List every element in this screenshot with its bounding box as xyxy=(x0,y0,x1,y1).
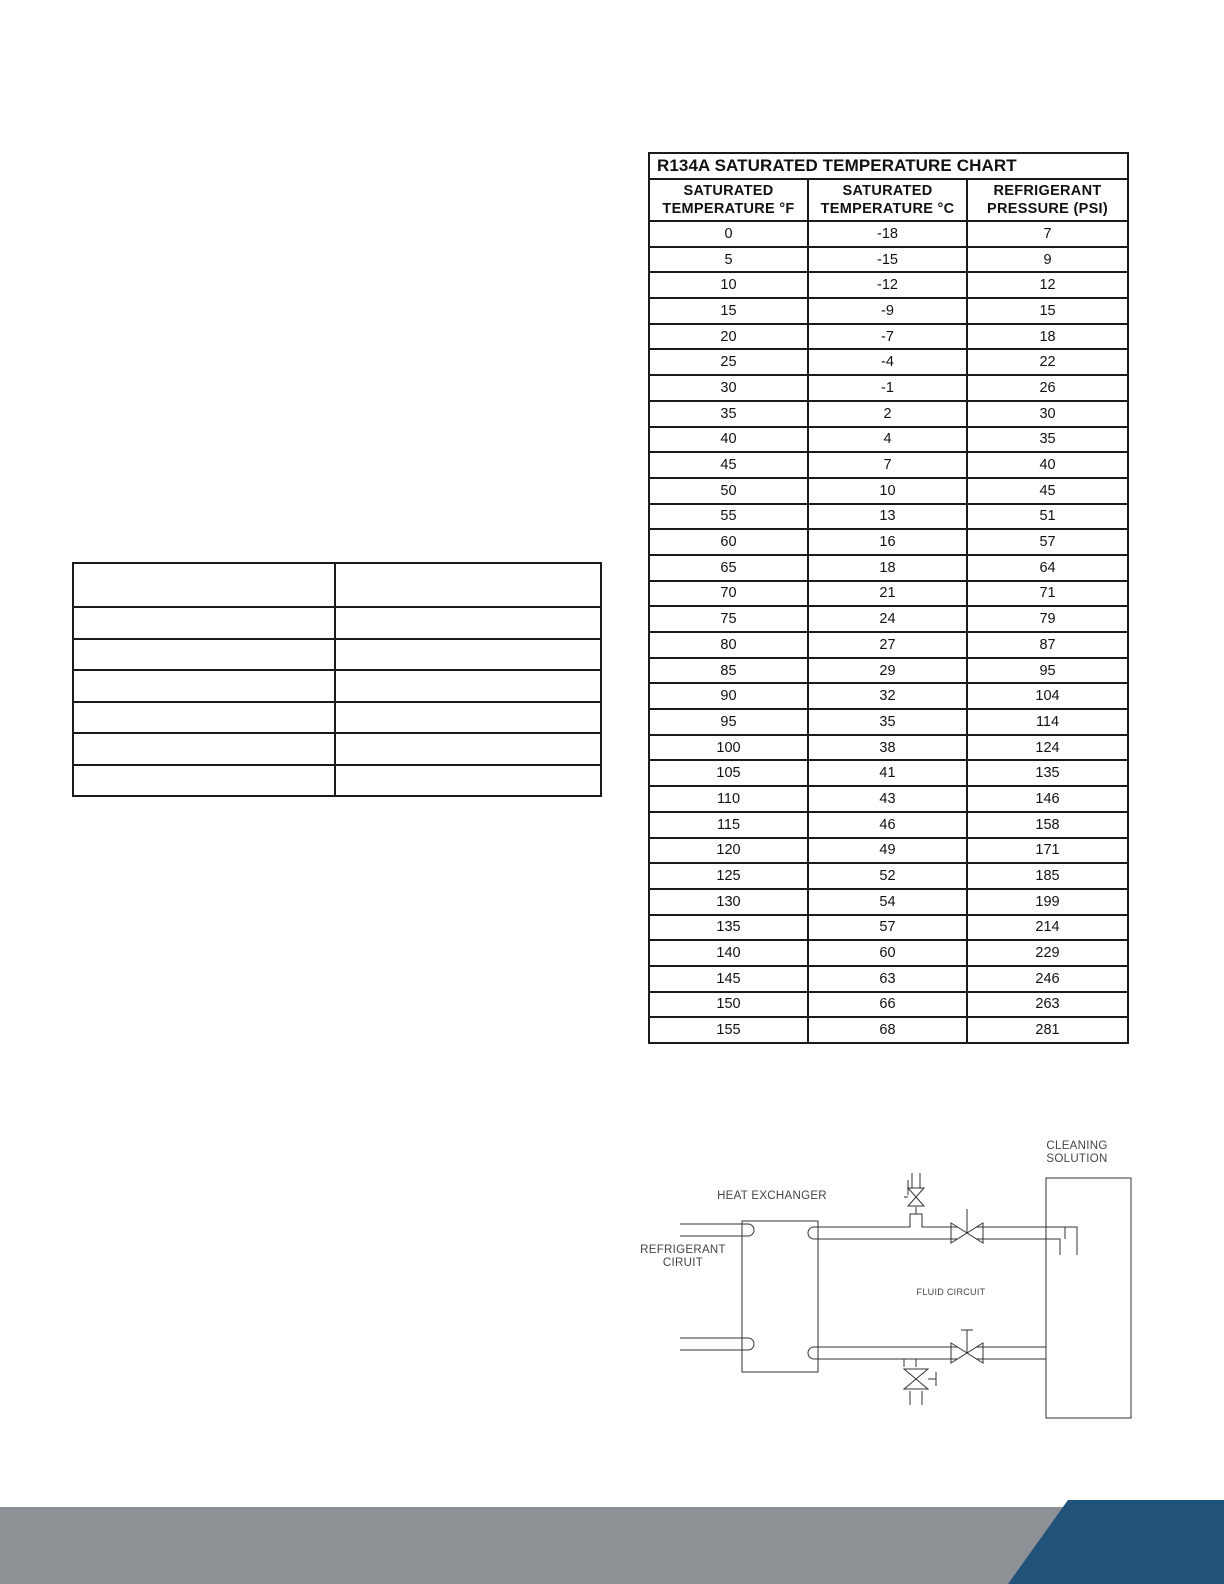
pressure-cell: 30 xyxy=(967,401,1128,427)
chart-row xyxy=(649,349,1128,375)
chart-row xyxy=(649,940,1128,966)
chart-row xyxy=(649,735,1128,761)
chart-row xyxy=(649,812,1128,838)
temp-c-cell: 35 xyxy=(808,709,967,735)
temp-c-cell: 7 xyxy=(808,452,967,478)
chart-row xyxy=(649,247,1128,273)
chart-row xyxy=(649,555,1128,581)
refrigerant-pipe-top xyxy=(680,1224,754,1236)
blank-cell xyxy=(73,702,335,734)
refrigerant-circuit-label: REFRIGERANT xyxy=(640,1244,726,1256)
pressure-cell: 263 xyxy=(967,992,1128,1018)
temp-c-cell: 16 xyxy=(808,529,967,555)
fluid-pipe-top-outer xyxy=(814,1214,958,1227)
blank-cell xyxy=(335,639,601,671)
blank-cell xyxy=(335,607,601,639)
chart-row xyxy=(649,1017,1128,1043)
drain-valve-top xyxy=(908,1188,924,1197)
pressure-cell: 18 xyxy=(967,324,1128,350)
temp-c-cell: -18 xyxy=(808,221,967,247)
temp-c-cell: 54 xyxy=(808,889,967,915)
blank-cell xyxy=(335,670,601,702)
blank-table-header-row xyxy=(73,563,601,607)
temp-f-cell: 130 xyxy=(649,889,808,915)
pressure-cell: 185 xyxy=(967,863,1128,889)
chart-row xyxy=(649,889,1128,915)
temp-f-cell: 40 xyxy=(649,427,808,453)
temp-f-cell: 45 xyxy=(649,452,808,478)
cleaning-circuit-diagram xyxy=(640,1135,1140,1435)
temp-c-cell: 38 xyxy=(808,735,967,761)
temp-f-cell: 80 xyxy=(649,632,808,658)
header-temp-f: SATURATED TEMPERATURE °F xyxy=(649,179,808,221)
temp-f-cell: 100 xyxy=(649,735,808,761)
temp-c-cell: 66 xyxy=(808,992,967,1018)
pressure-cell: 281 xyxy=(967,1017,1128,1043)
blank-table xyxy=(72,562,602,797)
cleaning-solution-label: CLEANING xyxy=(1046,1140,1108,1152)
pressure-cell: 22 xyxy=(967,349,1128,375)
temp-f-cell: 85 xyxy=(649,658,808,684)
pressure-cell: 7 xyxy=(967,221,1128,247)
temp-c-cell: 49 xyxy=(808,838,967,864)
blank-cell xyxy=(335,563,601,607)
temp-c-cell: 32 xyxy=(808,683,967,709)
temp-c-cell: 27 xyxy=(808,632,967,658)
pressure-cell: 40 xyxy=(967,452,1128,478)
heat-exchanger-label: HEAT EXCHANGER xyxy=(717,1190,827,1202)
pressure-cell: 12 xyxy=(967,272,1128,298)
pressure-cell: 199 xyxy=(967,889,1128,915)
drain-valve-bottom xyxy=(904,1369,928,1379)
temp-f-cell: 50 xyxy=(649,478,808,504)
temp-f-cell: 20 xyxy=(649,324,808,350)
temp-c-cell: 43 xyxy=(808,786,967,812)
temp-c-cell: 46 xyxy=(808,812,967,838)
temp-c-cell: 52 xyxy=(808,863,967,889)
blank-cell xyxy=(335,702,601,734)
temp-c-cell: -9 xyxy=(808,298,967,324)
temp-c-cell: 60 xyxy=(808,940,967,966)
temp-f-cell: 90 xyxy=(649,683,808,709)
temp-f-cell: 155 xyxy=(649,1017,808,1043)
temp-c-cell: 4 xyxy=(808,427,967,453)
fluid-pipe-bottom xyxy=(808,1347,958,1359)
temp-f-cell: 70 xyxy=(649,581,808,607)
temp-c-cell: 57 xyxy=(808,915,967,941)
chart-row xyxy=(649,581,1128,607)
pressure-cell: 64 xyxy=(967,555,1128,581)
footer-band xyxy=(0,1500,1224,1584)
ball-valve-bottom xyxy=(951,1343,967,1363)
blank-table-row xyxy=(73,765,601,797)
ball-valve-top xyxy=(951,1223,967,1243)
chart-row xyxy=(649,452,1128,478)
fluid-pipe-top-inner xyxy=(808,1227,958,1239)
r134a-temperature-chart xyxy=(648,152,1129,1044)
temp-c-cell: 29 xyxy=(808,658,967,684)
chart-row xyxy=(649,324,1128,350)
temp-f-cell: 0 xyxy=(649,221,808,247)
temp-f-cell: 120 xyxy=(649,838,808,864)
chart-row xyxy=(649,529,1128,555)
temp-f-cell: 60 xyxy=(649,529,808,555)
temp-c-cell: 63 xyxy=(808,966,967,992)
temp-c-cell: 68 xyxy=(808,1017,967,1043)
temp-c-cell: 10 xyxy=(808,478,967,504)
temp-f-cell: 25 xyxy=(649,349,808,375)
pressure-cell: 95 xyxy=(967,658,1128,684)
temp-f-cell: 55 xyxy=(649,504,808,530)
temp-f-cell: 10 xyxy=(649,272,808,298)
temp-f-cell: 35 xyxy=(649,401,808,427)
temp-f-cell: 75 xyxy=(649,606,808,632)
header-pressure: REFRIGERANT PRESSURE (PSI) xyxy=(967,179,1128,221)
chart-row xyxy=(649,221,1128,247)
pressure-cell: 26 xyxy=(967,375,1128,401)
temp-f-cell: 30 xyxy=(649,375,808,401)
temp-c-cell: -12 xyxy=(808,272,967,298)
chart-row xyxy=(649,760,1128,786)
blank-table-row xyxy=(73,639,601,671)
temp-f-cell: 110 xyxy=(649,786,808,812)
pressure-cell: 35 xyxy=(967,427,1128,453)
temp-f-cell: 5 xyxy=(649,247,808,273)
blank-table-row xyxy=(73,702,601,734)
refrigerant-pipe-bottom xyxy=(680,1338,754,1350)
blank-cell xyxy=(73,733,335,765)
chart-row xyxy=(649,375,1128,401)
chart-title: R134A SATURATED TEMPERATURE CHART xyxy=(649,153,1128,179)
temp-f-cell: 95 xyxy=(649,709,808,735)
cleaning-solution-label-2: SOLUTION xyxy=(1046,1153,1108,1165)
blank-cell xyxy=(73,670,335,702)
temp-f-cell: 125 xyxy=(649,863,808,889)
temp-c-cell: 21 xyxy=(808,581,967,607)
chart-row xyxy=(649,915,1128,941)
temp-c-cell: -15 xyxy=(808,247,967,273)
cleaning-solution-tank xyxy=(1046,1178,1131,1418)
temp-f-cell: 65 xyxy=(649,555,808,581)
pressure-cell: 15 xyxy=(967,298,1128,324)
chart-row xyxy=(649,427,1128,453)
temp-c-cell: -4 xyxy=(808,349,967,375)
blank-cell xyxy=(73,607,335,639)
pressure-cell: 158 xyxy=(967,812,1128,838)
temp-f-cell: 145 xyxy=(649,966,808,992)
pressure-cell: 114 xyxy=(967,709,1128,735)
temp-f-cell: 150 xyxy=(649,992,808,1018)
blank-cell xyxy=(73,563,335,607)
pressure-cell: 71 xyxy=(967,581,1128,607)
chart-row xyxy=(649,401,1128,427)
pressure-cell: 214 xyxy=(967,915,1128,941)
chart-row xyxy=(649,992,1128,1018)
blank-cell xyxy=(73,639,335,671)
chart-row xyxy=(649,478,1128,504)
temp-c-cell: -7 xyxy=(808,324,967,350)
chart-body xyxy=(649,221,1128,1043)
blank-table-row xyxy=(73,607,601,639)
pressure-cell: 135 xyxy=(967,760,1128,786)
chart-row xyxy=(649,966,1128,992)
temp-f-cell: 135 xyxy=(649,915,808,941)
chart-row xyxy=(649,863,1128,889)
blank-table-row xyxy=(73,733,601,765)
chart-row xyxy=(649,272,1128,298)
chart-row xyxy=(649,838,1128,864)
chart-row xyxy=(649,606,1128,632)
pressure-cell: 51 xyxy=(967,504,1128,530)
pressure-cell: 45 xyxy=(967,478,1128,504)
refrigerant-circuit-label-2: CIRUIT xyxy=(662,1257,704,1269)
temp-f-cell: 105 xyxy=(649,760,808,786)
temp-c-cell: 24 xyxy=(808,606,967,632)
chart-row xyxy=(649,298,1128,324)
fluid-circuit-label: FLUID CIRCUIT xyxy=(916,1287,986,1297)
pressure-cell: 79 xyxy=(967,606,1128,632)
pressure-cell: 9 xyxy=(967,247,1128,273)
chart-row xyxy=(649,786,1128,812)
temp-f-cell: 140 xyxy=(649,940,808,966)
blank-cell xyxy=(335,733,601,765)
pressure-cell: 229 xyxy=(967,940,1128,966)
temp-c-cell: 18 xyxy=(808,555,967,581)
heat-exchanger-box xyxy=(742,1221,818,1372)
temp-c-cell: 41 xyxy=(808,760,967,786)
chart-row xyxy=(649,504,1128,530)
blank-cell xyxy=(73,765,335,797)
pressure-cell: 246 xyxy=(967,966,1128,992)
temp-c-cell: 13 xyxy=(808,504,967,530)
temp-c-cell: -1 xyxy=(808,375,967,401)
chart-row xyxy=(649,683,1128,709)
temp-f-cell: 15 xyxy=(649,298,808,324)
blank-cell xyxy=(335,765,601,797)
pressure-cell: 124 xyxy=(967,735,1128,761)
chart-row xyxy=(649,658,1128,684)
pressure-cell: 146 xyxy=(967,786,1128,812)
pressure-cell: 87 xyxy=(967,632,1128,658)
blank-table-row xyxy=(73,670,601,702)
pressure-cell: 57 xyxy=(967,529,1128,555)
chart-row xyxy=(649,709,1128,735)
temp-f-cell: 115 xyxy=(649,812,808,838)
pressure-cell: 171 xyxy=(967,838,1128,864)
header-temp-c: SATURATED TEMPERATURE °C xyxy=(808,179,967,221)
temp-c-cell: 2 xyxy=(808,401,967,427)
pressure-cell: 104 xyxy=(967,683,1128,709)
chart-row xyxy=(649,632,1128,658)
